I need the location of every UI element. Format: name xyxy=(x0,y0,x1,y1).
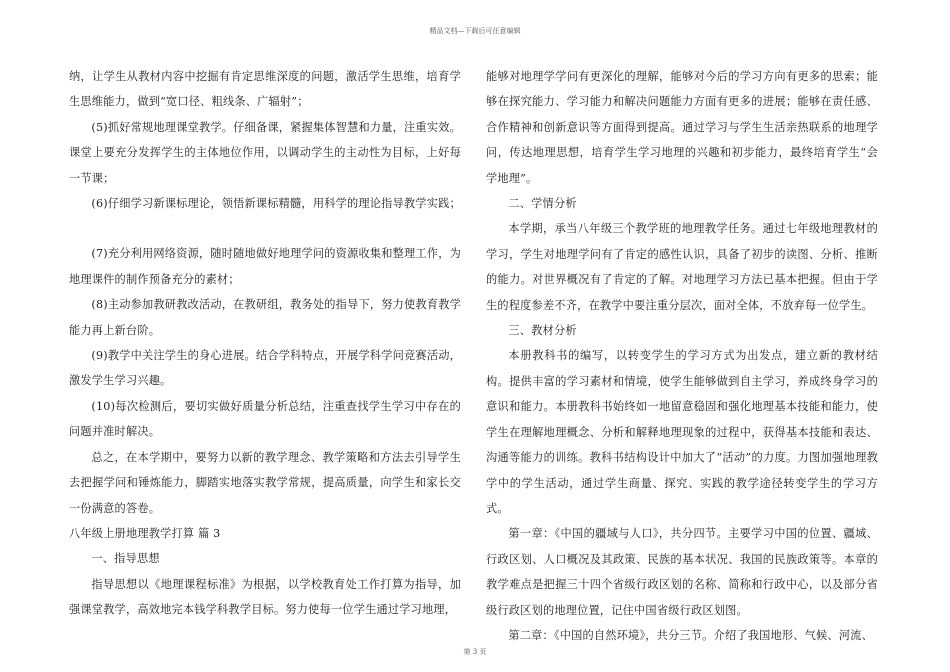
paragraph: (7)充分利用网络资源，随时随地做好地理学问的资源收集和整理工作，为地理课件的制作预备充分的素材； xyxy=(69,247,461,286)
paragraph: (9)教学中关注学生的身心进展。结合学科特点，开展学科学问竞赛活动，激发学生学习兴趣。 xyxy=(69,349,461,388)
section-heading: 三、教材分析 xyxy=(508,324,577,338)
paragraph: 总之，在本学期中，要努力以新的教学理念、教学策略和方法去引导学生去把握学问和锤炼能力，脚踏实地落实教学常规，提高质量，向学生和家长交一份满意的答卷。 xyxy=(69,450,461,515)
paragraph: (10)每次检测后，要切实做好质量分析总结，注重查找学生学习中存在的问题并准时解决。 xyxy=(69,399,461,439)
paragraph: 本册教科书的编写，以转变学生的学习方式为出发点，建立新的教材结构。提供丰富的学习素材和情境，使学生能够做到自主学习，养成终身学习的意识和能力。本册教科书始终如一地留意稳固和强化地理基本技能和能力，使学生在理解地理概念、分析和解释地理现象的过程中，获得基本技能和表达、沟通等能力的训练。教科书结构设计中加大了“活动”的力度。力图加强地理教学中的学生活动，通过学生商量、探究、实践的教学途径转变学生的学习方式。 xyxy=(486,349,878,515)
right-column xyxy=(486,64,878,648)
paragraph: 第二章：《中国的自然环境》，共分三节。介绍了我国地形、气候、河流、 xyxy=(508,628,873,642)
page-number: 第 3 页 xyxy=(463,648,487,656)
paragraph: (8)主动参加教研教改活动，在教研组，教务处的指导下，努力使教育教学能力再上新台阶。 xyxy=(69,298,461,337)
page-header: 精品文档—下载后可任意编辑 xyxy=(429,27,521,35)
paragraph: 指导思想以《地理课程标准》为根据，以学校教育处工作打算为指导，加强课堂教学，高效地完本钱学科教学目标。努力使每一位学生通过学习地理， xyxy=(69,577,461,617)
section-heading: 二、学情分析 xyxy=(508,197,577,211)
paragraph: 本学期，承当八年级三个教学班的地理教学任务。通过七年级地理教材的学习，学生对地理学问有了肯定的感性认识，具备了初步的读图、分析、推断的能力。对世界概况有了肯定的了解。对地理学习方法已基本把握。但由于学生的程度参差不齐，在教学中要注重分层次，面对全体，不放弃每一位学生。 xyxy=(486,222,878,312)
paragraph: (6)仔细学习新课标理论，领悟新课标精髓，用科学的理论指导教学实践； xyxy=(91,197,461,211)
section-title: 八年级上册地理教学打算 篇 3 xyxy=(69,526,221,540)
section-heading: 一、指导思想 xyxy=(91,552,160,566)
paragraph: 纳，让学生从教材内容中挖掘有肯定思维深度的问题，激活学生思维，培育学生思维能力，做到“宽口径、粗线条、广辐射”； xyxy=(69,70,461,109)
paragraph: 能够对地理学学问有更深化的理解，能够对今后的学习方向有更多的思索；能够在探究能力、学习能力和解决问题能力方面有更多的进展；能够在责任感、合作精神和创新意识等方面得到提高。通过学习与学生生活亲热联系的地理学问，传达地理思想，培育学生学习地理的兴趣和初步能力，最终培育学生“会学地理”。 xyxy=(486,70,878,185)
paragraph: 第一章：《中国的疆域与人口》，共分四节。主要学习中国的位置、疆域、行政区划、人口概况及其政策、民族的基本状况、我国的民族政策等。本章的教学难点是把握三十四个省级行政区划的名称、简称和行政中心，以及部分省级行政区划的地理位置，记住中国省级行政区划图。 xyxy=(486,527,878,617)
paragraph: (5)抓好常规地理课堂教学。仔细备课，紧握集体智慧和力量，注重实效。课堂上要充分发挥学生的主体地位作用，以调动学生的主动性为目标，上好每一节课； xyxy=(69,120,461,185)
left-column xyxy=(69,64,461,623)
